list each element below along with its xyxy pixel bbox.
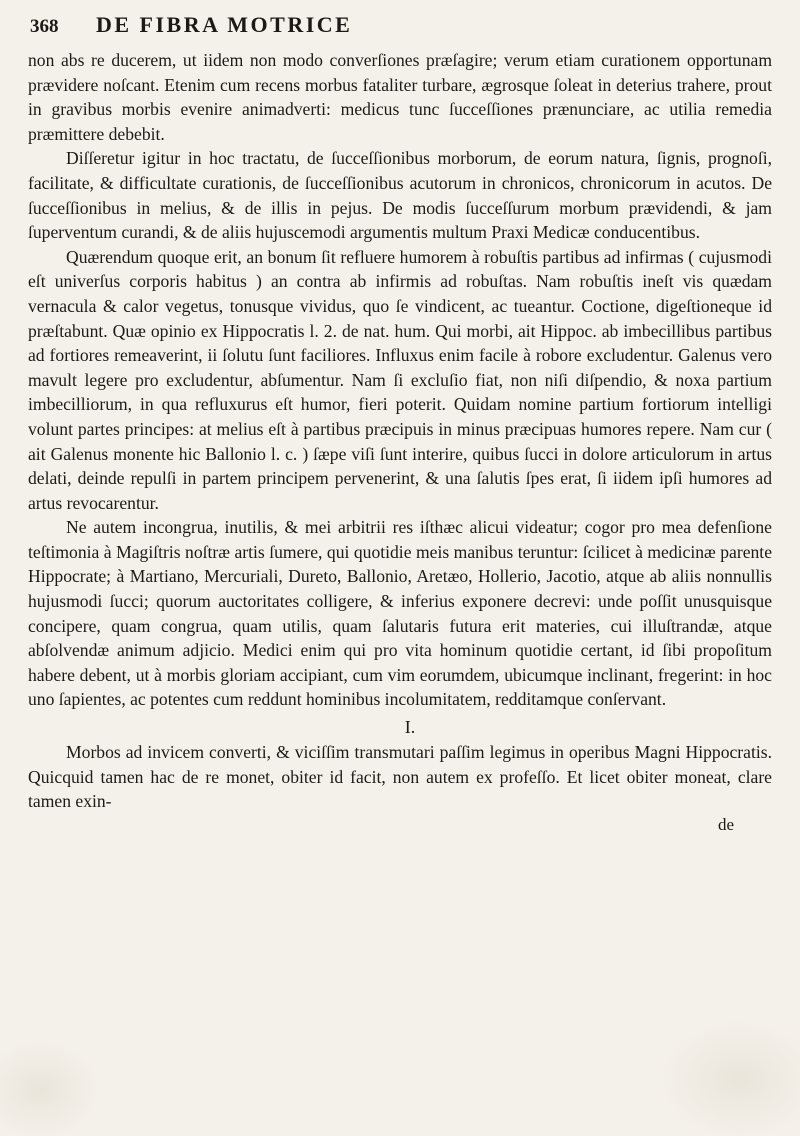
page-header xyxy=(28,12,772,46)
catchword: de xyxy=(717,814,734,834)
paragraph-continuation: non abs re ducerem, ut iidem non modo converſiones præſagire; verum etiam curationem opportunam prævidere noſcant. Etenim cum recens morbus fataliter turbare, ægrosque ſoleat in deterius trahere, prout in gravibus morbis evenire animadverti: medicus tunc ſucceſſiones prænunciare, ac utilia remedia præmittere debebit. xyxy=(28,50,772,144)
paragraph-ne-autem: Ne autem incongrua, inutilis, & mei arbitrii res iſthæc alicui videatur; cogor pro mea defenſione teſtimonia à Magiſtris noſtræ artis ſumere, qui quotidie meis manibus teruntur: ſcilicet à medicinæ parente Hippocrate; à Martiano, Mercuriali, Dureto, Ballonio, Aretæo, Hollerio, Jacotio, atque ab aliis nonnullis hujusmodi ſucci; quorum auctoritates colligere, & inferius exponere decrevi: unde poſſit unusquisque concipere, quam congrua, quam utilis, quam ſalutaris futura erit materies, cui illuſtrandæ, atque abſolvendæ animum adjicio. Medici enim qui pro vita hominum quotidie certant, id ſibi propoſitum habere debent, ut à morbis gloriam accipiant, cum vim eorumdem, ubicumque inclinant, fregerint: in hoc uno ſapientes, ac potentes cum reddunt hominibus incolumitatem, redditamque conſervant. xyxy=(28,517,772,710)
running-title: DE FIBRA MOTRICE xyxy=(96,12,353,37)
section-number: I. xyxy=(404,717,416,738)
paragraph-quaerendum: Quærendum quoque erit, an bonum ſit refluere humorem à robuſtis partibus ad infirmas ( cujusmodi eſt univerſus corporis habitus ) an contra ab infirmis ad robuſtas. Nam robuſtis ineſt vis quædam vernacula & calor vegetus, tonusque vividus, quo ſe vindicent, ac tueantur. Coctione, digeſtioneque id præſtabunt. Quæ opinio ex Hippocratis l. 2. de nat. hum. Qui morbi, ait Hippoc. ab imbecillibus partibus ad fortiores remeaverint, ii ſolutu ſunt faciliores. Influxus enim facile à robore excludentur. Galenus vero mavult legere pro excludentur, abſumentur. Nam ſi excluſio fiat, non niſi diſpendio, & noxa partium imbecilliorum, in qua refluxurus eſt humor, fieri poterit. Quidam nomine partium fortiorum intelligi volunt partes principes: at melius eſt à partibus præcipuis in minus præcipuas humores repere. Nam cur ( ait Galenus monente hic Ballonio l. c. ) ſæpe viſi ſunt interire, quibus ſucci in dolore articulorum in artus delati, deinde repulſi in partem principem pervenerint, & una ſalutis ſpes erat, ſi iidem ipſi humores ad artus revocarentur. xyxy=(28,246,772,513)
page-number: 368 xyxy=(30,16,59,37)
paragraph-morbos: Morbos ad invicem converti, & viciſſim transmutari paſſim legimus in operibus Magni Hippocratis. Quicquid tamen hac de re monet, obiter id facit, non autem ex profeſſo. Et licet obiter moneat, clare tamen exin- xyxy=(28,742,772,812)
paragraph-tractatus: Diſſeretur igitur in hoc tractatu, de ſucceſſionibus morborum, de eorum natura, ſignis, prognoſi, facilitate, & difficultate curationis, de ſucceſſionibus acutorum in chronicos, chronicorum in acutos. De ſucceſſionibus in melius, & de illis in pejus. De modis ſucceſſurum morbum prævidendi, & jam ſuperventum curandi, & de aliis hujuscemodi argumentis multum Praxi Medicæ conducentibus. xyxy=(28,148,772,243)
body-text xyxy=(28,48,772,836)
